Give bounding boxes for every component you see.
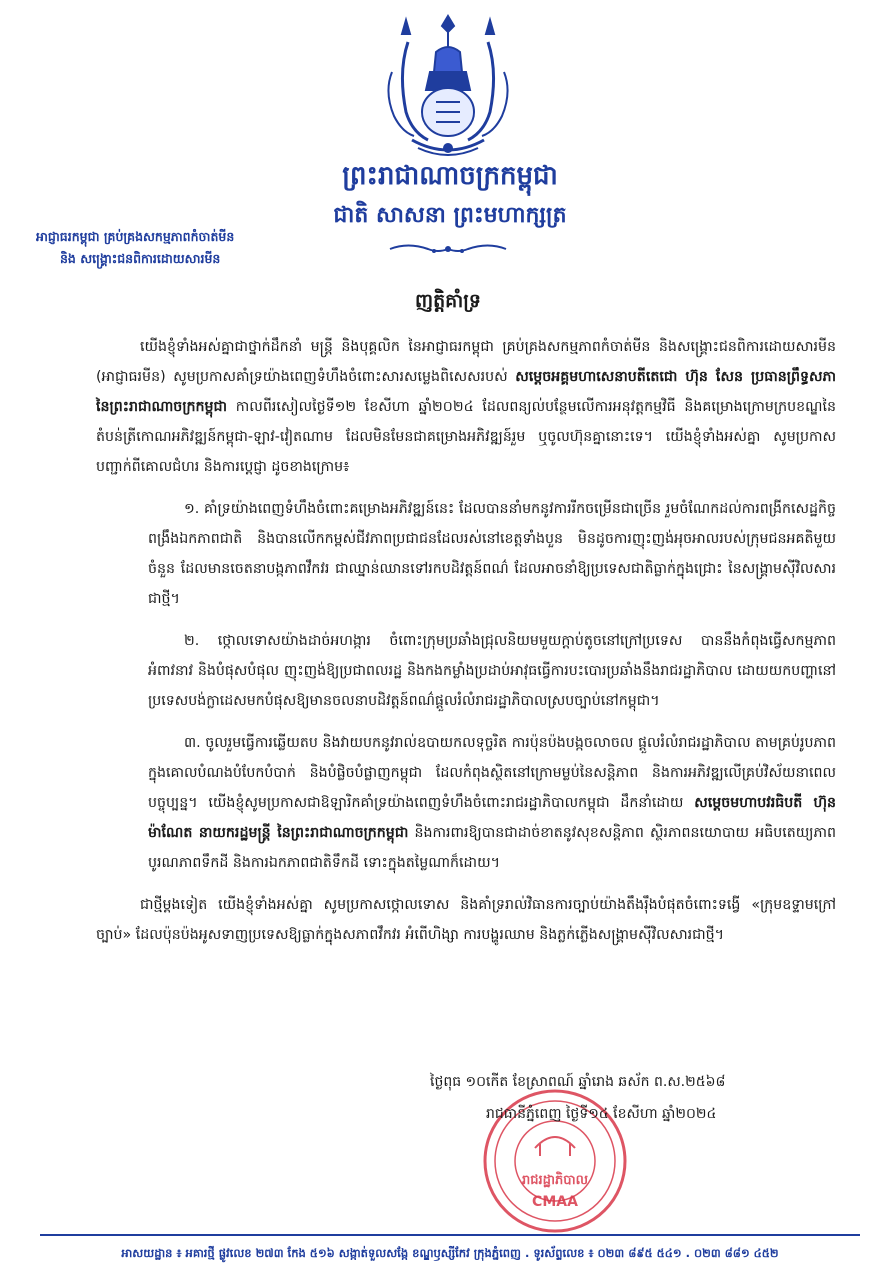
authority-line-2: និង សង្គ្រោះជនពិការដោយសារមីន xyxy=(60,251,221,266)
lunar-date: ថ្ងៃពុធ ១០កើត ខែស្រាពណ៍ ឆ្នាំរោង ឆស័ក ព.ស.២៥៦៨ xyxy=(430,1074,726,1090)
list-item: ១. គាំទ្រយ៉ាងពេញទំហឹងចំពោះគម្រោងអភិវឌ្ឍន៍នេះ ដែលបាននាំមកនូវការរីកចម្រើនជាច្រើន រួមចំណែកដល់ការពង្រីកសេដ្ឋកិច្ច ពង្រឹងឯកភាពជាតិ និងបានលើកកម្ពស់ជីវភាពប្រជាជនដែលរស់នៅខេត្តទាំងបួន មិនដូចការញុះញង់អុចអាលរបស់ក្រុមជនអគតិមួយចំនួន ដែលមានចេតនាបង្កភាពវឹកវរ ជាឈ្នាន់ឈានទៅរកបដិវត្តន៍ពណ៌ ដែលអាចនាំឱ្យប្រទេសជាតិធ្លាក់ក្នុងជ្រោះ នៃសង្គ្រាមស៊ីវិលសារជាថ្មី។ xyxy=(148,501,836,607)
solar-date: រាជធានីភ្នំពេញ ថ្ងៃទី១៤ ខែសីហា ឆ្នាំ២០២៤ xyxy=(486,1106,717,1122)
item-3-text-1: ៣. ចូលរួមធ្វើការឆ្លើយតប និងវាយបកនូវរាល់ឧបាយកលទុច្ចរិត ការប៉ុនប៉ងបង្កចលាចល ផ្តួលរំលំរាជរដ្ឋាភិបាល តាមគ្រប់រូបភាព ក្នុងគោលបំណងបំបែកបំបាក់ និងបំផ្លិចបំផ្លាញកម្ពុជា ដែលកំពុងស្ថិតនៅក្រោមម្លប់នៃសន្តិភាព និងការអភិវឌ្ឍលើគ្រប់វិស័យនាពេលបច្ចុប្បន្ន។ យើងខ្ញុំសូមប្រកាសជាឱឡារិកគាំទ្រយ៉ាងពេញទំហឹងចំពោះរាជរដ្ឋាភិបាលកម្ពុជា ដឹកនាំដោយ xyxy=(148,735,836,811)
kingdom-name: ព្រះរាជាណាចក្រកម្ពុជា xyxy=(342,161,558,191)
divider-ornament-icon xyxy=(388,240,508,258)
national-motto: ជាតិ សាសនា ព្រះមហាក្សត្រ xyxy=(333,202,567,228)
footer-address: អាសយដ្ឋាន ៖ អគារថ្មី ផ្លូវលេខ ២៧៣ កែង ៥១៦ សង្កាត់ទួលសង្កែ ខណ្ឌឫស្សីកែវ ក្រុងភ្នំពេញ . ទូរស័ព្ទលេខ ៖ ០២៣ ៨៩៥ ៥៤១ . ០២៣ ៨៨១ ៤៥២ xyxy=(121,1246,779,1260)
item-3-text-2: និងការពារឱ្យបានជាដាច់ខាតនូវសុខសន្តិភាព ស្ថិរភាពនយោបាយ អធិបតេយ្យភាព បូរណភាពទឹកដី និងការឯកភាពជាតិទឹកដី ទោះក្នុងតម្លៃណាក៏ដោយ។ xyxy=(148,825,836,871)
intro-text-2: កាលពីរសៀលថ្ងៃទី១២ ខែសីហា ឆ្នាំ២០២៤ ដែលពន្យល់បន្ថែមលើការអនុវត្តកម្មវិធី និងគម្រោងក្រោមក្របខណ្ឌនៃតំបន់ត្រីកោណអភិវឌ្ឍន៍កម្ពុជា-ឡាវ-វៀតណាម ដែលមិនមែនជាគម្រោងអភិវឌ្ឍន៍រួម ឬចូលហ៊ុនគ្នានោះទេ។ យើងខ្ញុំទាំងអស់គ្នា សូមប្រកាសបញ្ជាក់ពីគោលជំហរ និងការប្តេជ្ញា ដូចខាងក្រោម៖ xyxy=(96,399,836,475)
authority-line-1: អាជ្ញាធរកម្ពុជា គ្រប់គ្រងសកម្មភាពកំចាត់មីន xyxy=(36,229,235,244)
intro-paragraph xyxy=(96,332,836,482)
footer-divider xyxy=(40,1234,860,1236)
royal-coat-of-arms xyxy=(378,12,518,160)
issuing-authority xyxy=(36,226,296,270)
seal-label: រាជរដ្ឋាភិបាល xyxy=(521,1173,589,1188)
closing-paragraph: ជាថ្មីម្តងទៀត យើងខ្ញុំទាំងអស់គ្នា សូមប្រកាសថ្កោលទោស និងគាំទ្ររាល់វិធានការច្បាប់យ៉ាងតឹងរ៉ឹងបំផុតចំពោះទង្វើ «ក្រុមឧទ្ទាមក្រៅច្បាប់» ដែលប៉ុនប៉ងអូសទាញប្រទេសឱ្យធ្លាក់ក្នុងសភាពវឹកវរ អំពើហិង្សា ការបង្ហូរឈាម និងភ្លក់ភ្លើងសង្គ្រាមស៊ីវិលសារជាថ្មី។ xyxy=(96,897,836,943)
item-3-bold-name: សម្តេចមហាបវរធិបតី ហ៊ុន ម៉ាណែត នាយករដ្ឋមន្ត្រី នៃព្រះរាជាណាចក្រកម្ពុជា xyxy=(148,795,836,841)
list-item xyxy=(96,728,836,878)
document-title: ញត្តិគាំទ្រ xyxy=(415,290,481,312)
list-item: ២. ថ្កោលទោសយ៉ាងដាច់អហង្ការ ចំពោះក្រុមប្រឆាំងជ្រុលនិយមមួយក្តាប់តូចនៅក្រៅប្រទេស បាននឹងកំពុងធ្វើសកម្មភាពអំពាវនាវ និងបំផុសបំផុល ញុះញង់ឱ្យប្រជាពលរដ្ឋ និងកងកម្លាំងប្រដាប់អាវុធធ្វើការបះបោរប្រឆាំងនឹងរាជរដ្ឋាភិបាល ដោយយកបញ្ហានៅប្រទេសបង់ក្លាដេសមកបំផុសឱ្យមានចលនាបដិវត្តន៍ពណ៌ផ្តួលរំលំរាជរដ្ឋាភិបាលស្របច្បាប់នៅកម្ពុជា។ xyxy=(148,633,836,709)
date-block xyxy=(430,1066,850,1130)
intro-bold-name: សម្តេចអគ្គមហាសេនាបតីតេជោ ហ៊ុន សែន ប្រធានព្រឹទ្ធសភា នៃព្រះរាជាណាចក្រកម្ពុជា xyxy=(96,369,836,415)
document-body xyxy=(96,332,836,962)
seal-text: CMAA xyxy=(532,1194,578,1210)
intro-text-1: យើងខ្ញុំទាំងអស់គ្នាជាថ្នាក់ដឹកនាំ មន្ត្រី និងបុគ្គលិក នៃអាជ្ញាធរកម្ពុជា គ្រប់គ្រងសកម្មភាពកំចាត់មីន និងសង្គ្រោះជនពិការដោយសារមីន (អាជ្ញាធរមីន) សូមប្រកាសគាំទ្រយ៉ាងពេញទំហឹងចំពោះសារសម្លេងពិសេសរបស់ xyxy=(96,339,836,385)
